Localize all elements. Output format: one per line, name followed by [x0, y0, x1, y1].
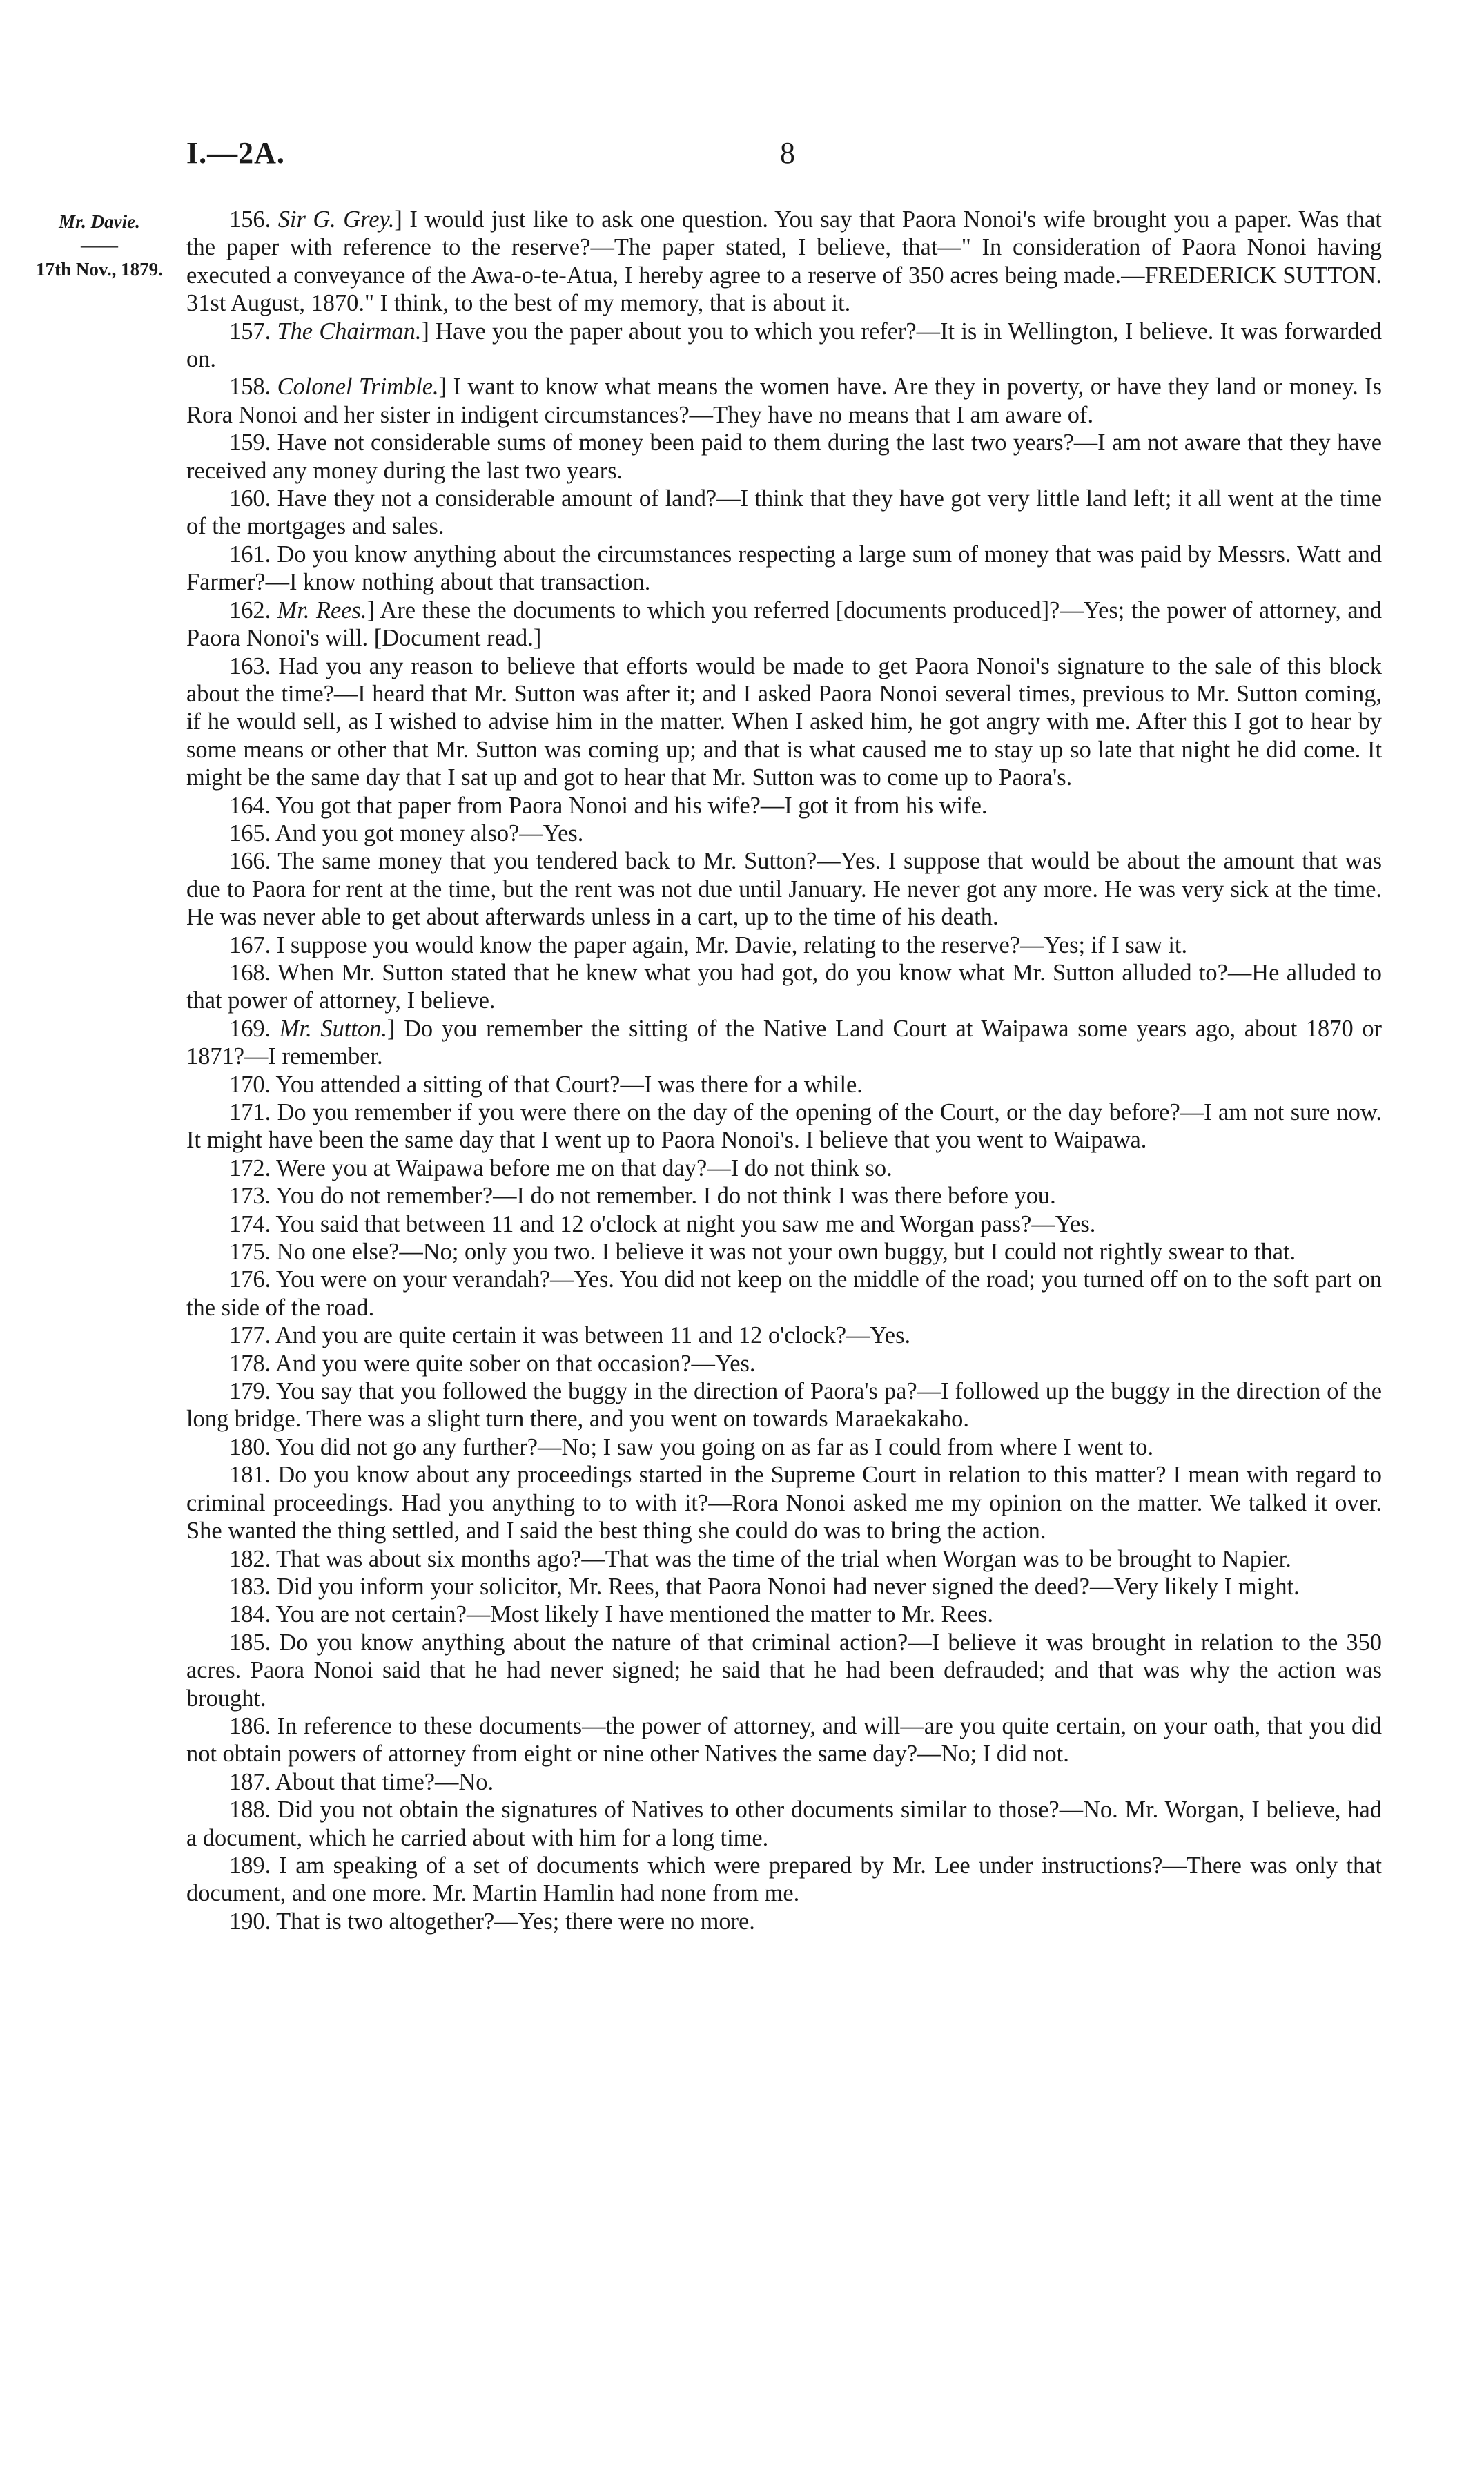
- question-text: Have they not a considerable amount of land?—I think that they have got very little land left; it all went at the time of the mortgages and sales.: [186, 485, 1382, 540]
- question-paragraph: [186, 1210, 1382, 1238]
- question-paragraph: [186, 1322, 1382, 1349]
- question-number: 170.: [229, 1071, 271, 1098]
- question-text: You did not go any further?—No; I saw you going on as far as I could from where I went to.: [275, 1433, 1154, 1460]
- question-number: 164.: [229, 792, 271, 819]
- question-paragraph: [186, 1573, 1382, 1600]
- question-text: You got that paper from Paora Nonoi and his wife?—I got it from his wife.: [275, 792, 988, 819]
- question-text: That is two altogether?—Yes; there were no more.: [276, 1908, 755, 1935]
- question-number: 158.: [229, 374, 271, 400]
- question-number: 180.: [229, 1433, 271, 1460]
- question-number: 181.: [229, 1462, 271, 1489]
- question-text: And you got money also?—Yes.: [275, 820, 584, 846]
- margin-date: 17th Nov., 1879.: [36, 259, 163, 280]
- question-paragraph: [186, 792, 1382, 820]
- question-text: Do you remember if you were there on the day of the opening of the Court, or the day before?—I am not sure now. It might have been the same day that I went up to Paora Nonoi's. I believe that you went to Waipawa.: [186, 1099, 1382, 1154]
- testimony-body: [186, 206, 1382, 1935]
- question-text: No one else?—No; only you two. I believe it was not your own buggy, but I could not rightly swear to that.: [276, 1239, 1296, 1266]
- question-paragraph: [186, 429, 1382, 485]
- question-number: 172.: [229, 1154, 271, 1181]
- question-text: Do you know anything about the nature of that criminal action?—I believe it was brought in relation to the 350 acres. Paora Nonoi said that he had never signed; he said that he had been defrauded; and that was why the action was brought.: [186, 1629, 1382, 1712]
- question-text: The same money that you tendered back to Mr. Sutton?—Yes. I suppose that would be about the amount that was due to Paora for rent at the time, but the rent was not due until January. He never got any more. He was very sick at the time. He was never able to get about afterwards unless in a cart, up to the time of his death.: [186, 848, 1382, 931]
- question-paragraph: 156. Sir G. Grey.] I would just like to ask one question. You say that Paora Nonoi's wife brought you a paper. Was that the paper with reference to the reserve?—The paper stated, I believe, that—" In consideration of Paora Nonoi having executed a conveyance of the Awa-o-te-Atua, I hereby agree to a reserve of 350 acres being made.—FREDERICK SUTTON. 31st August, 1870." I think, to the best of my memory, that is about it.: [186, 206, 1382, 317]
- question-number: 179.: [229, 1378, 271, 1405]
- question-paragraph: [186, 1712, 1382, 1768]
- page-number: 8: [780, 136, 795, 170]
- question-text: I am speaking of a set of documents which were prepared by Mr. Lee under instructions?—There was only that document, and one more. Mr. Martin Hamlin had none from me.: [186, 1852, 1382, 1907]
- question-text: When Mr. Sutton stated that he knew what you had got, do you know what Mr. Sutton alluded to?—He alluded to that power of attorney, I believe.: [186, 959, 1382, 1014]
- question-number: 163.: [229, 652, 271, 679]
- question-paragraph: 169. Mr. Sutton.] Do you remember the sitting of the Native Land Court at Waipawa some years ago, about 1870 or 1871?—I remember.: [186, 1015, 1382, 1070]
- speaker-name: Mr. Sutton.: [279, 1015, 387, 1042]
- question-paragraph: [186, 959, 1382, 1015]
- question-text: Are these the documents to which you referred [documents produced]?—Yes; the power of attorney, and Paora Nonoi's will. [Document read.]: [186, 597, 1382, 652]
- question-paragraph: [186, 1908, 1382, 1935]
- question-number: 190.: [229, 1908, 271, 1935]
- question-number: 159.: [229, 429, 271, 456]
- question-paragraph: [186, 820, 1382, 847]
- question-paragraph: [186, 1099, 1382, 1154]
- question-paragraph: [186, 1461, 1382, 1545]
- question-paragraph: [186, 1071, 1382, 1099]
- question-number: 189.: [229, 1852, 271, 1879]
- question-text: I would just like to ask one question. You say that Paora Nonoi's wife brought you a paper. Was that the paper with reference to the reserve?—The paper stated, I believe, that—" In consideration of Paora Nonoi having executed a conveyance of the Awa-o-te-Atua, I hereby agree to a reserve of 350 acres being made.—FREDERICK SUTTON. 31st August, 1870." I think, to the best of my memory, that is about it.: [186, 206, 1382, 317]
- question-number: 157.: [229, 318, 271, 345]
- speaker-name: Colonel Trimble.: [277, 374, 439, 400]
- question-paragraph: 162. Mr. Rees.] Are these the documents to which you referred [documents produced]?—Yes; the power of attorney, and Paora Nonoi's will. [Document read.]: [186, 597, 1382, 652]
- speaker-name: The Chairman.: [277, 318, 422, 345]
- question-paragraph: [186, 1182, 1382, 1210]
- question-paragraph: 158. Colonel Trimble.] I want to know what means the women have. Are they in poverty, or have they land or money. Is Rora Nonoi and her sister in indigent circumstances?—They have no means that I am aware of.: [186, 374, 1382, 428]
- question-number: 169.: [229, 1015, 271, 1042]
- question-number: 175.: [229, 1239, 271, 1266]
- question-paragraph: [186, 1266, 1382, 1322]
- question-number: 166.: [229, 848, 271, 875]
- question-text: You say that you followed the buggy in the direction of Paora's pa?—I followed up the buggy in the direction of the long bridge. There was a slight turn there, and you went on towards Maraekakaho.: [186, 1378, 1383, 1433]
- question-number: 162.: [229, 597, 271, 623]
- question-paragraph: [186, 1629, 1382, 1712]
- question-text: Have not considerable sums of money been paid to them during the last two years?—I am not aware that they have received any money during the last two years.: [186, 429, 1382, 484]
- question-text: You were on your verandah?—Yes. You did not keep on the middle of the road; you turned off on to the soft part on the side of the road.: [186, 1266, 1382, 1321]
- question-text: I want to know what means the women have. Are they in poverty, or have they land or money. Is Rora Nonoi and her sister in indigent circumstances?—They have no means that I am aware of.: [186, 374, 1382, 428]
- page-header: [186, 135, 1380, 177]
- question-text: About that time?—No.: [275, 1768, 494, 1795]
- question-paragraph: [186, 485, 1382, 541]
- question-paragraph: [186, 1545, 1382, 1573]
- question-text: You do not remember?—I do not remember. I do not think I was there before you.: [275, 1183, 1056, 1210]
- document-reference: I.—2A.: [186, 136, 285, 170]
- question-number: 168.: [229, 959, 271, 986]
- question-text: Do you know about any proceedings started in the Supreme Court in relation to this matter? I mean with regard to criminal proceedings. Had you anything to to with it?—Rora Nonoi asked me my opinion on the matter. We talked it over. She wanted the thing settled, and I said the best thing she could do was to bring the action.: [186, 1462, 1382, 1545]
- question-text: And you were quite sober on that occasion?—Yes.: [275, 1350, 756, 1377]
- question-text: You attended a sitting of that Court?—I was there for a while.: [275, 1071, 863, 1098]
- question-number: 187.: [229, 1768, 271, 1795]
- question-text: And you are quite certain it was between 11 and 12 o'clock?—Yes.: [275, 1322, 911, 1349]
- question-text: Had you any reason to believe that efforts would be made to get Paora Nonoi's signature to the sale of this block about the time?—I heard that Mr. Sutton was after it; and I asked Paora Nonoi several times, previous to Mr. Sutton coming, if he would sell, as I wished to advise him in the matter. When I asked him, he got angry with me. After this I got to hear by some means or other that Mr. Sutton was coming up; and that is what caused me to stay up so late that night he did come. It might be the same day that I sat up and got to hear that Mr. Sutton was to come up to Paora's.: [186, 652, 1382, 791]
- question-number: 185.: [229, 1629, 271, 1656]
- question-text: Do you know anything about the circumstances respecting a large sum of money that was paid by Messrs. Watt and Farmer?—I know nothing about that transaction.: [186, 541, 1382, 596]
- question-paragraph: [186, 1600, 1382, 1628]
- question-paragraph: [186, 652, 1382, 792]
- question-paragraph: [186, 541, 1382, 597]
- margin-note: [17, 209, 182, 284]
- question-number: 173.: [229, 1183, 271, 1210]
- question-number: 186.: [229, 1712, 271, 1739]
- question-number: 167.: [229, 931, 271, 958]
- question-number: 160.: [229, 485, 271, 512]
- question-paragraph: [186, 1852, 1382, 1908]
- margin-dash: ——: [81, 235, 118, 255]
- question-paragraph: [186, 847, 1382, 931]
- question-number: 161.: [229, 541, 271, 568]
- question-text: You said that between 11 and 12 o'clock at night you saw me and Worgan pass?—Yes.: [275, 1210, 1096, 1237]
- question-text: In reference to these documents—the power of attorney, and will—are you quite certain, on your oath, that you did not obtain powers of attorney from eight or nine other Natives the same day?—No; I did not.: [186, 1712, 1382, 1768]
- speaker-name: Mr. Rees.: [277, 597, 367, 623]
- question-number: 188.: [229, 1797, 271, 1823]
- question-text: You are not certain?—Most likely I have mentioned the matter to Mr. Rees.: [275, 1601, 993, 1628]
- question-number: 178.: [229, 1350, 271, 1377]
- question-paragraph: [186, 1768, 1382, 1796]
- question-paragraph: [186, 1377, 1382, 1433]
- question-number: 177.: [229, 1322, 271, 1349]
- question-paragraph: [186, 1238, 1382, 1266]
- question-number: 176.: [229, 1266, 271, 1293]
- question-text: Do you remember the sitting of the Native Land Court at Waipawa some years ago, about 1870 or 1871?—I remember.: [186, 1015, 1382, 1070]
- question-paragraph: [186, 1350, 1382, 1377]
- question-paragraph: [186, 1796, 1382, 1852]
- question-text: Were you at Waipawa before me on that day?—I do not think so.: [276, 1154, 892, 1181]
- question-number: 174.: [229, 1210, 271, 1237]
- question-text: Did you inform your solicitor, Mr. Rees, that Paora Nonoi had never signed the deed?—Very likely I might.: [276, 1573, 1300, 1600]
- question-number: 165.: [229, 820, 271, 846]
- question-number: 184.: [229, 1601, 271, 1628]
- question-number: 183.: [229, 1573, 271, 1600]
- question-paragraph: [186, 931, 1382, 959]
- question-number: 182.: [229, 1545, 271, 1572]
- question-text: I suppose you would know the paper again, Mr. Davie, relating to the reserve?—Yes; if I saw it.: [276, 931, 1188, 958]
- question-paragraph: [186, 1433, 1382, 1461]
- question-text: That was about six months ago?—That was the time of the trial when Worgan was to be brought to Napier.: [276, 1545, 1291, 1572]
- margin-witness-name: Mr. Davie.: [59, 211, 140, 232]
- question-paragraph: [186, 1154, 1382, 1182]
- question-paragraph: 157. The Chairman.] Have you the paper about you to which you refer?—It is in Wellington, I believe. It was forwarded on.: [186, 318, 1382, 373]
- question-text: Have you the paper about you to which you refer?—It is in Wellington, I believe. It was forwarded on.: [186, 318, 1382, 373]
- question-number: 171.: [229, 1099, 271, 1125]
- speaker-name: Sir G. Grey.: [277, 206, 395, 233]
- question-number: 156.: [229, 206, 271, 233]
- question-text: Did you not obtain the signatures of Natives to other documents similar to those?—No. Mr. Worgan, I believe, had a document, which he carried about with him for a long time.: [186, 1797, 1382, 1851]
